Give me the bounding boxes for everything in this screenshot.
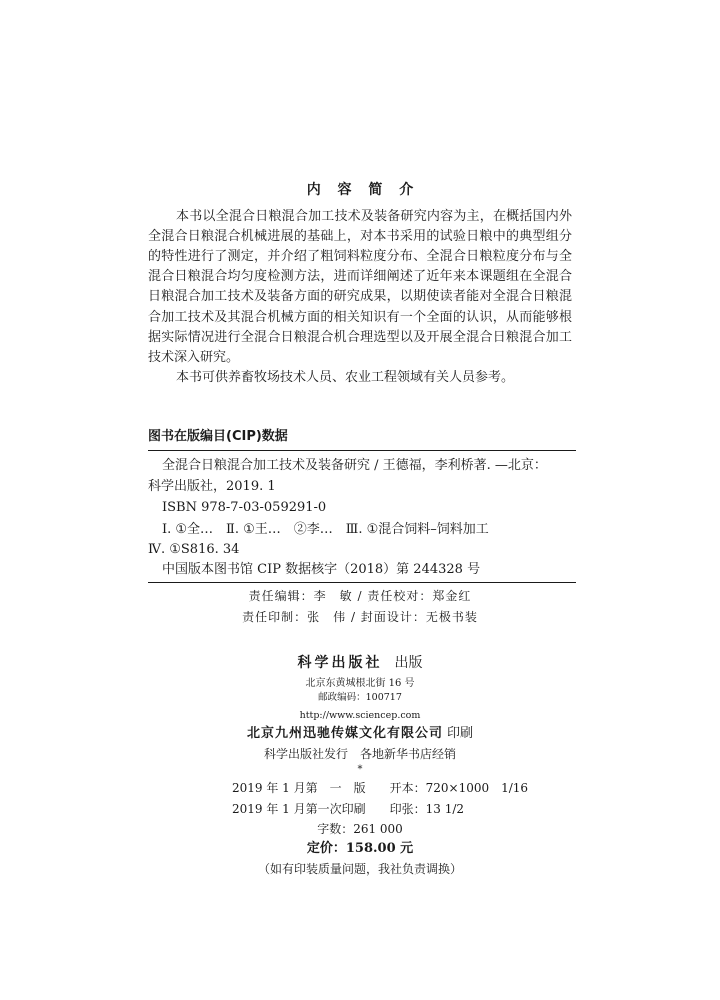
publisher-address: 北京东黄城根北街 16 号 — [305, 678, 415, 689]
editor-credits: 责任编辑：李 敏 / 责任校对：郑金红 — [248, 589, 472, 603]
cip-record-line: 全混合日粮混合加工技术及装备研究 / 王德福，李利桥著. —北京： — [162, 458, 547, 473]
publisher-suffix: 出版 — [394, 655, 423, 671]
summary-heading: 内 容 简 介 — [306, 182, 420, 198]
quality-notice: （如有印装质量问题，我社负责调换） — [257, 862, 462, 876]
summary-paragraph-line: 本书以全混合日粮混合加工技术及装备研究内容为主，在概括国内外 — [176, 209, 572, 224]
price: 定价：158.00 元 — [306, 841, 414, 856]
cip-bottom-divider — [148, 582, 576, 583]
summary-paragraph-line: 混合日粮混合均匀度检测方法，进而详细阐述了近年来本课题组在全混合 — [148, 269, 572, 284]
edition-line: 2019 年 1 月第 一 版 开本：720×1000 1/16 — [232, 781, 529, 795]
cip-classification-line: Ⅳ. ①S816. 34 — [148, 542, 240, 557]
printer-line — [0, 725, 720, 743]
summary-paragraph-line: 据实际情况进行全混合日粮混合机合理选型以及开展全混合日粮混合加工 — [148, 330, 572, 345]
summary-paragraph-line: 日粮混合加工技术及装备方面的研究成果，以期使读者能对全混合日粮混 — [148, 289, 572, 304]
audience-paragraph: 本书可供养畜牧场技术人员、农业工程领域有关人员参考。 — [176, 370, 515, 385]
summary-paragraph-line: 的特性进行了测定，并介绍了粗饲料粒度分布、全混合日粮粒度分布与全 — [148, 249, 572, 264]
separator-asterisk: * — [357, 764, 363, 775]
cip-record-line: 科学出版社，2019. 1 — [148, 479, 276, 494]
printer-name: 北京九州迅驰传媒文化有限公司 — [246, 726, 443, 741]
publisher-postcode: 邮政编码：100717 — [318, 692, 402, 703]
summary-paragraph-line: 合加工技术及其混合机械方面的相关知识有一个全面的认识，从而能够根 — [148, 310, 572, 325]
publisher-name: 科学出版社 — [297, 655, 383, 671]
cip-top-divider — [148, 450, 576, 451]
cip-classification-line: Ⅰ. ①全… Ⅱ. ①王… ②李… Ⅲ. ①混合饲料–饲料加工 — [162, 522, 489, 537]
printing-line: 2019 年 1 月第一次印刷 印张：13 1/2 — [232, 802, 465, 816]
word-count: 字数：261 000 — [317, 822, 403, 836]
publisher-line — [0, 654, 720, 672]
summary-paragraph-line: 技术深入研究。 — [148, 350, 240, 365]
summary-paragraph-line: 全混合日粮混合机械进展的基础上，对本书采用的试验日粮中的典型组分 — [148, 229, 572, 244]
cip-isbn: ISBN 978-7-03-059291-0 — [162, 500, 327, 515]
printer-suffix: 印刷 — [447, 726, 474, 741]
cip-number: 中国版本图书馆 CIP 数据核字（2018）第 244328 号 — [162, 562, 481, 577]
cip-title: 图书在版编目(CIP)数据 — [148, 429, 288, 444]
publisher-website: http://www.sciencep.com — [299, 710, 421, 721]
distribution-line: 科学出版社发行 各地新华书店经销 — [263, 747, 456, 761]
production-credits: 责任印制：张 伟 / 封面设计：无极书装 — [242, 610, 478, 624]
